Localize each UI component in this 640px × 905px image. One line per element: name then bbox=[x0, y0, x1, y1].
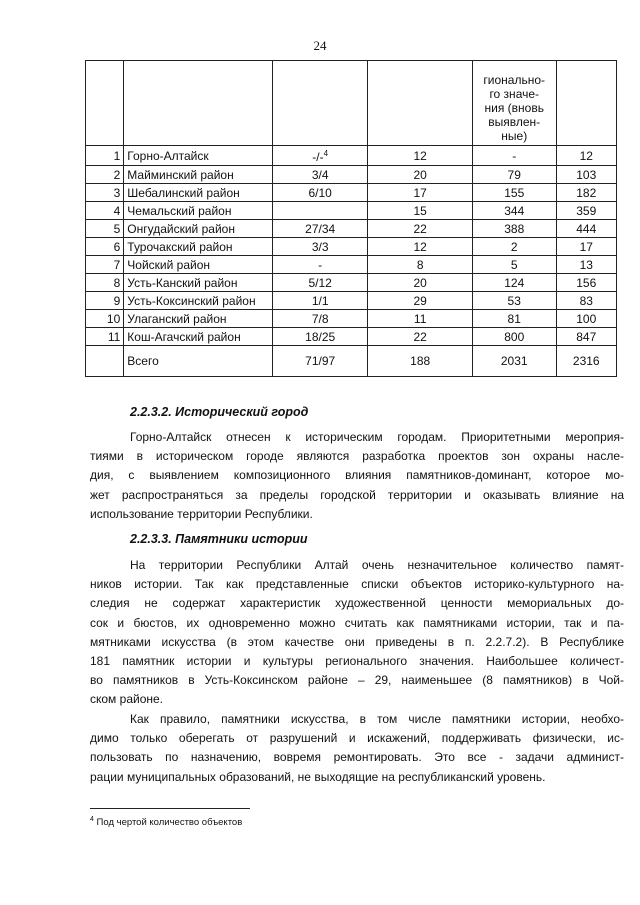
table-row bbox=[86, 166, 617, 184]
row-number-cell bbox=[86, 146, 124, 166]
header-cell-a bbox=[272, 61, 367, 146]
value-d-cell bbox=[556, 328, 616, 346]
total-label: Всего bbox=[127, 354, 159, 368]
value-a: - bbox=[318, 257, 323, 272]
value-c: 155 bbox=[504, 185, 525, 200]
value-c: 79 bbox=[507, 167, 521, 182]
value-d-cell bbox=[556, 310, 616, 328]
section-heading-historic-city: 2.2.3.2. Исторический город bbox=[130, 405, 309, 419]
district-name-cell bbox=[124, 220, 273, 238]
text-line: жет распространяться за пределы городской территории и оказывать влияние на bbox=[90, 487, 624, 502]
total-num-cell bbox=[86, 346, 124, 377]
value-d: 847 bbox=[576, 329, 597, 344]
text-line: тиями в историческом городе являются разработка проектов зон охраны насле- bbox=[90, 449, 624, 464]
row-number: 11 bbox=[107, 329, 121, 344]
district-name: Кош-Агачский район bbox=[127, 329, 241, 344]
value-d-cell bbox=[556, 146, 616, 166]
district-name-cell bbox=[124, 166, 273, 184]
value-d: 156 bbox=[576, 275, 597, 290]
value-d-cell bbox=[556, 220, 616, 238]
total-a: 71/97 bbox=[305, 354, 336, 368]
value-a-cell bbox=[272, 238, 367, 256]
value-a-cell bbox=[272, 146, 367, 166]
value-b-cell bbox=[368, 202, 473, 220]
value-d: 12 bbox=[579, 148, 593, 163]
district-name-cell bbox=[124, 202, 273, 220]
district-name-cell bbox=[124, 328, 273, 346]
district-name: Улаганский район bbox=[127, 311, 227, 326]
table-row bbox=[86, 238, 617, 256]
value-c: 344 bbox=[504, 203, 525, 218]
value-b-cell bbox=[368, 238, 473, 256]
value-a: 1/1 bbox=[311, 293, 329, 308]
text-line: На территории Республики Алтай очень незначительное количество памят- bbox=[130, 558, 624, 572]
value-c-cell bbox=[472, 328, 556, 346]
value-c: 124 bbox=[504, 275, 525, 290]
district-name-cell bbox=[124, 292, 273, 310]
total-b: 188 bbox=[410, 354, 431, 368]
text-line: во памятников в Усть-Коксинском районе – 29, наименьшее (8 памятников) в Чой- bbox=[90, 673, 624, 688]
value-c: 81 bbox=[507, 311, 521, 326]
value-a-cell bbox=[272, 166, 367, 184]
value-a-cell bbox=[272, 220, 367, 238]
row-number-cell bbox=[86, 328, 124, 346]
value-b-cell bbox=[368, 220, 473, 238]
value-b-cell bbox=[368, 146, 473, 166]
table-row bbox=[86, 146, 617, 166]
section-heading-history-monuments: 2.2.3.3. Памятники истории bbox=[130, 532, 308, 546]
row-number: 7 bbox=[113, 257, 121, 272]
row-number: 1 bbox=[113, 148, 121, 163]
row-number: 10 bbox=[106, 311, 121, 326]
row-number-cell bbox=[86, 184, 124, 202]
value-a: 5/12 bbox=[308, 275, 332, 290]
header-cell-num bbox=[86, 61, 124, 146]
row-number: 2 bbox=[113, 167, 121, 182]
row-number: 8 bbox=[113, 275, 121, 290]
value-c: 388 bbox=[504, 221, 525, 236]
value-d: 103 bbox=[576, 167, 597, 182]
value-a: 6/10 bbox=[308, 185, 332, 200]
footnote-divider bbox=[90, 808, 250, 809]
value-a: 7/8 bbox=[311, 311, 329, 326]
table-total-row bbox=[86, 346, 617, 377]
row-number-cell bbox=[86, 310, 124, 328]
paragraph-historic-city bbox=[90, 428, 624, 524]
text-line: пользовать по назначению, вовремя ремонтировать. Это все - задачи админист- bbox=[90, 750, 624, 765]
footnote bbox=[90, 816, 242, 828]
row-number: 5 bbox=[113, 221, 121, 236]
text-line: ников истории. Так как представленные списки объектов историко-культурного на- bbox=[90, 577, 624, 592]
value-a-cell bbox=[272, 310, 367, 328]
row-number: 9 bbox=[113, 293, 121, 308]
value-c-cell bbox=[472, 202, 556, 220]
value-b-cell bbox=[368, 166, 473, 184]
value-a-cell bbox=[272, 292, 367, 310]
value-c: 800 bbox=[504, 329, 525, 344]
value-a: 3/3 bbox=[311, 239, 329, 254]
monuments-table bbox=[85, 60, 617, 377]
value-b: 8 bbox=[416, 257, 424, 272]
total-d: 2316 bbox=[572, 354, 600, 368]
value-b: 20 bbox=[413, 275, 427, 290]
text-line: Горно-Алтайск отнесен к историческим городам. Приоритетными мероприя- bbox=[130, 430, 624, 444]
row-number: 3 bbox=[113, 185, 121, 200]
value-b-cell bbox=[368, 292, 473, 310]
value-d-cell bbox=[556, 292, 616, 310]
header-cell-d bbox=[556, 61, 616, 146]
row-number-cell bbox=[86, 274, 124, 292]
footnote-marker: 4 bbox=[90, 816, 94, 823]
total-label-cell bbox=[124, 346, 273, 377]
value-b: 17 bbox=[413, 185, 427, 200]
value-a-cell bbox=[272, 184, 367, 202]
value-b: 29 bbox=[413, 293, 427, 308]
district-name-cell bbox=[124, 256, 273, 274]
value-c: 53 bbox=[507, 293, 521, 308]
value-d: 444 bbox=[576, 221, 597, 236]
footnote-ref: 4 bbox=[323, 149, 329, 158]
text-line: рации муниципальных образований, не выходящие на республиканский уровень. bbox=[90, 769, 546, 784]
value-d: 359 bbox=[576, 203, 597, 218]
district-name-cell bbox=[124, 184, 273, 202]
total-a-cell bbox=[272, 346, 367, 377]
value-a-cell bbox=[272, 202, 367, 220]
paragraph-history-monuments bbox=[90, 556, 624, 710]
row-number-cell bbox=[86, 238, 124, 256]
district-name-cell bbox=[124, 274, 273, 292]
district-name: Шебалинский район bbox=[127, 185, 240, 200]
header-text-regional-new: гионально- го значе- ния (вновь выявлен- ные) bbox=[483, 73, 546, 143]
value-d: 17 bbox=[579, 239, 593, 254]
district-name-cell bbox=[124, 238, 273, 256]
value-a: -/- bbox=[312, 150, 324, 164]
value-b: 15 bbox=[413, 203, 427, 218]
district-name: Чойский район bbox=[127, 257, 210, 272]
text-line: сок и бюстов, их одновременно можно считать как памятниками истории, так и па- bbox=[90, 615, 624, 630]
row-number-cell bbox=[86, 220, 124, 238]
total-c-cell bbox=[472, 346, 556, 377]
value-b: 20 bbox=[413, 167, 427, 182]
district-name-cell bbox=[124, 146, 273, 166]
table-row bbox=[86, 202, 617, 220]
value-d: 13 bbox=[579, 257, 593, 272]
table-row bbox=[86, 292, 617, 310]
value-d-cell bbox=[556, 238, 616, 256]
district-name: Горно-Алтайск bbox=[127, 148, 209, 163]
table-row bbox=[86, 274, 617, 292]
value-c: 2 bbox=[510, 239, 518, 254]
footnote-text: Под чертой количество объектов bbox=[96, 817, 243, 829]
value-d: 182 bbox=[576, 185, 597, 200]
text-line: следия не содержат характеристик художественной ценности мемориальных до- bbox=[90, 596, 624, 611]
total-c: 2031 bbox=[500, 354, 528, 368]
text-line: димо только оберегать от разрушений и искажений, поддерживать физически, ис- bbox=[90, 731, 624, 746]
district-name: Онгудайский район bbox=[127, 221, 235, 236]
value-a-cell bbox=[272, 328, 367, 346]
value-c-cell bbox=[472, 238, 556, 256]
total-d-cell bbox=[556, 346, 616, 377]
value-b: 12 bbox=[413, 239, 427, 254]
district-name: Майминский район bbox=[127, 167, 234, 182]
header-cell-b bbox=[368, 61, 473, 146]
value-c-cell bbox=[472, 292, 556, 310]
value-a-cell bbox=[272, 274, 367, 292]
table-row bbox=[86, 310, 617, 328]
table-header-row bbox=[86, 61, 617, 146]
district-name: Усть-Канский район bbox=[127, 275, 238, 290]
value-b-cell bbox=[368, 256, 473, 274]
table-row bbox=[86, 220, 617, 238]
district-name: Усть-Коксинский район bbox=[127, 293, 256, 308]
value-b-cell bbox=[368, 274, 473, 292]
value-c: 5 bbox=[510, 257, 518, 272]
value-a: 18/25 bbox=[305, 329, 336, 344]
text-line: дия, с выявлением композиционного влияния памятников-доминант, которое мо- bbox=[90, 468, 624, 483]
row-number: 6 bbox=[113, 239, 121, 254]
value-d: 100 bbox=[576, 311, 597, 326]
value-c-cell bbox=[472, 166, 556, 184]
value-d-cell bbox=[556, 166, 616, 184]
total-b-cell bbox=[368, 346, 473, 377]
text-line: Как правило, памятники искусства, в том числе памятники истории, необхо- bbox=[130, 712, 624, 726]
value-a-cell bbox=[272, 256, 367, 274]
value-b-cell bbox=[368, 184, 473, 202]
value-b-cell bbox=[368, 328, 473, 346]
value-c-cell bbox=[472, 146, 556, 166]
row-number-cell bbox=[86, 166, 124, 184]
district-name-cell bbox=[124, 310, 273, 328]
value-c-cell bbox=[472, 256, 556, 274]
value-c-cell bbox=[472, 310, 556, 328]
row-number: 4 bbox=[113, 203, 121, 218]
table-row bbox=[86, 328, 617, 346]
value-b: 11 bbox=[413, 311, 427, 326]
district-name: Турочакский район bbox=[127, 239, 233, 254]
table-row bbox=[86, 184, 617, 202]
value-b: 22 bbox=[413, 221, 427, 236]
value-b: 12 bbox=[413, 148, 427, 163]
value-a: 27/34 bbox=[305, 221, 336, 236]
table-row bbox=[86, 256, 617, 274]
paragraph-monument-care bbox=[90, 710, 624, 787]
text-line: ском районе. bbox=[90, 692, 164, 707]
value-d-cell bbox=[556, 274, 616, 292]
value-b: 22 bbox=[413, 329, 427, 344]
row-number-cell bbox=[86, 256, 124, 274]
value-d-cell bbox=[556, 184, 616, 202]
text-line: 181 памятник истории и культуры регионального значения. Наибольшее количест- bbox=[90, 654, 624, 669]
row-number-cell bbox=[86, 292, 124, 310]
value-c-cell bbox=[472, 274, 556, 292]
value-c-cell bbox=[472, 184, 556, 202]
value-d-cell bbox=[556, 202, 616, 220]
value-a: 3/4 bbox=[311, 167, 329, 182]
value-b-cell bbox=[368, 310, 473, 328]
row-number-cell bbox=[86, 202, 124, 220]
page-number: 24 bbox=[313, 38, 327, 53]
district-name: Чемальский район bbox=[127, 203, 232, 218]
header-cell-c bbox=[472, 61, 556, 146]
value-c-cell bbox=[472, 220, 556, 238]
value-d-cell bbox=[556, 256, 616, 274]
text-line: использование территории Республики. bbox=[90, 506, 313, 521]
header-cell-name bbox=[124, 61, 273, 146]
value-c: - bbox=[512, 148, 517, 163]
value-d: 83 bbox=[579, 293, 593, 308]
text-line: мятниками искусства (в этом качестве они приведены в п. 2.2.7.2). В Республике bbox=[90, 634, 624, 649]
